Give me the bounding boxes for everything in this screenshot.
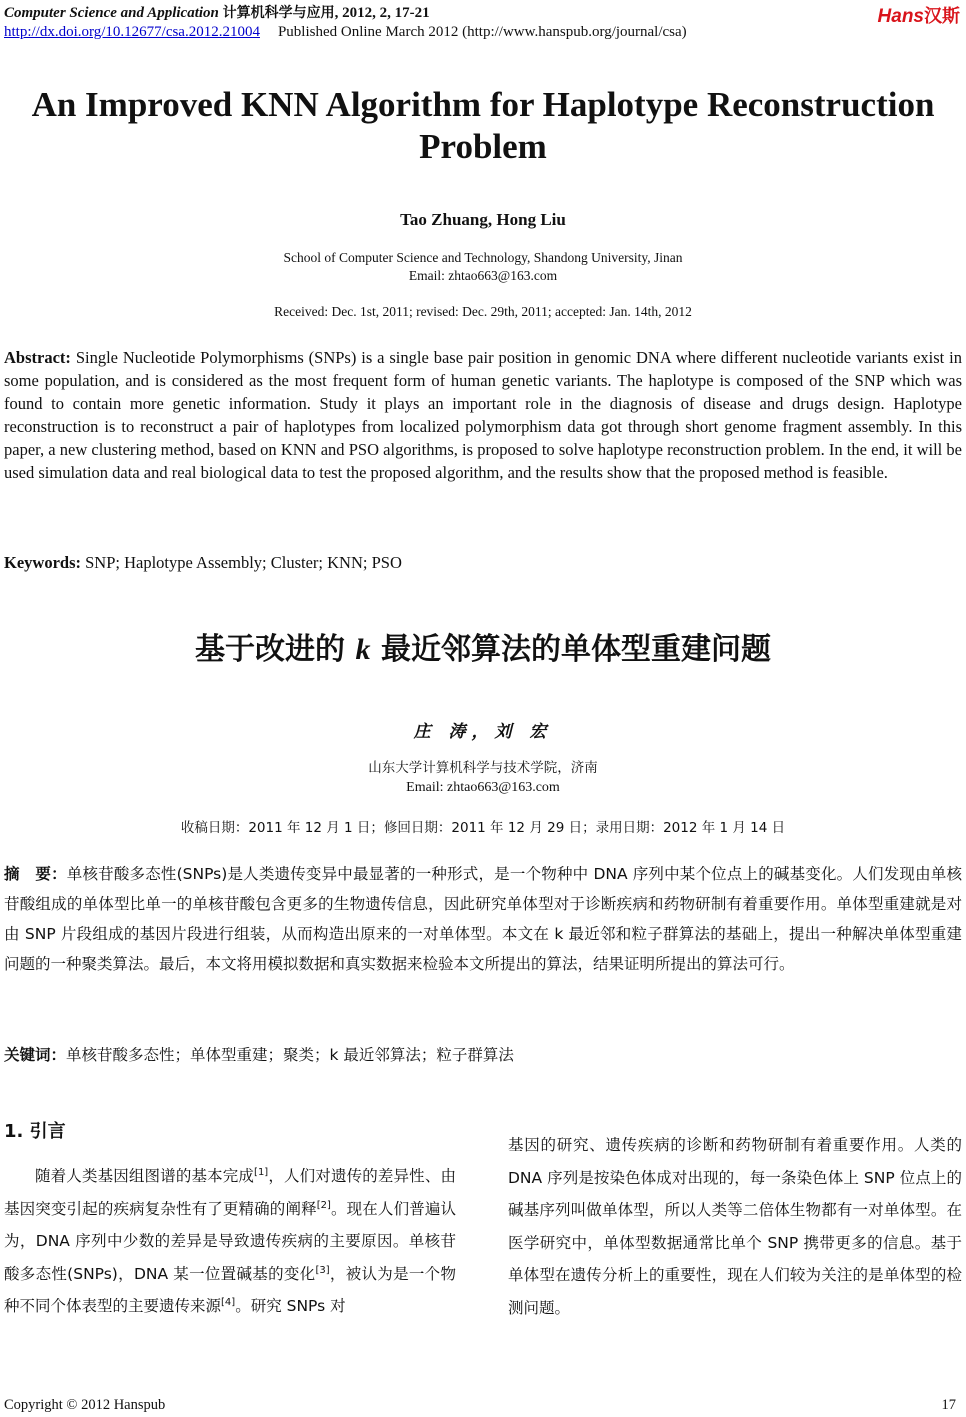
affiliation-en [0,249,966,285]
intro-text-3: 。现在人们普遍认为，DNA 序列中少数的差异是导致遗传疾病的主要原因。单核苷酸多态性(SNPs)，DNA 某一位置碱基的变化 [4,1199,456,1283]
abstract-text-en: Single Nucleotide Polymorphisms (SNPs) is a single base pair position in genomic DNA where different nucleotide variants exist in some population, and is considered as the most frequent form of human genetic variants. The haplotype is composed of the SNP which was found to contain more genetic information. Study it plays an important role in the diagnosis of disease and drugs design. Haplotype reconstruction is to reconstruct a pair of haplotypes from localized polymorphism data got through short genome fragment assembly. In this paper, a new clustering method, based on KNN and PSO algorithms, is proposed to solve haplotype reconstruction problem. In the end, it will be used simulation data and real biological data to test the proposed algorithm, and the results show that the proposed method is feasible. [4,348,962,482]
authors-cn: 庄 涛，刘 宏 [413,722,553,742]
abstract-text-cn: 单核苷酸多态性(SNPs)是人类遗传变异中最显著的一种形式，是一个物种中 DNA 序列中某个位点上的碱基变化。人们发现由单核苷酸组成的单体型比单一的单核苷酸包含更多的生物遗传信息，因此研究单体型对于诊断疾病和药物研制有着重要作用。单体型重建就是对由 SNP 片段组成的基因片段进行组装，从而构造出原来的一对单体型。本文在 k 最近邻和粒子群算法的基础上，提出一种解决单体型重建问题的一种聚类算法。最后，本文将用模拟数据和真实数据来检验本文所提出的算法，结果证明所提出的算法可行。 [4,865,962,973]
doi-line [4,24,687,41]
intro-paragraph-right: 基因的研究、遗传疾病的诊断和药物研制有着重要作用。人类的 DNA 序列是按染色体成对出现的，每一条染色体上 SNP 位点上的碱基序列叫做单体型，所以人类等二倍体生物都有一对单体型。在医学研究中，单体型数据通常比单个 SNP 携带更多的信息。基于单体型在遗传分析上的重要性，现在人们较为关注的是单体型的检测问题。 [508,1136,962,1317]
logo-cn: 汉斯 [924,6,960,27]
logo-en: Hans [877,6,924,27]
email-cn: Email: zhtao663@163.com [406,780,560,795]
journal-header [4,2,430,22]
journal-volume: , 2012, 2, 17-21 [334,5,430,21]
abstract-en [4,346,962,484]
intro-text-1: 随着人类基因组图谱的基本完成 [35,1167,255,1185]
keywords-en [4,553,402,573]
title-cn-part1: 基于改进的 [195,632,346,667]
received-dates-cn: 收稿日期：2011 年 12 月 1 日；修回日期：2011 年 12 月 29 日；录用日期：2012 年 1 月 14 日 [180,820,786,836]
keywords-label-en: Keywords: [4,553,81,572]
affiliation-en-text: School of Computer Science and Technology, Shandong University, Jinan [283,250,683,265]
citation-3[interactable]: [3] [315,1264,330,1276]
abstract-label-cn: 摘 要： [4,865,67,883]
journal-name-cn: 计算机科学与应用 [222,5,335,21]
citation-4[interactable]: [4] [221,1296,236,1308]
intro-column-right [508,1129,962,1324]
hans-logo [878,2,960,28]
keywords-text-en: SNP; Haplotype Assembly; Cluster; KNN; PSO [85,553,402,572]
intro-paragraph-left [4,1160,456,1323]
intro-text-4: ，被认为是一个物种不同个体表型的主要遗传来源 [4,1264,456,1315]
authors-en: Tao Zhuang, Hong Liu [400,210,566,229]
email-en: Email: zhtao663@163.com [408,268,558,283]
affiliation-cn-text: 山东大学计算机科学与技术学院，济南 [368,760,598,776]
footer-copyright: Copyright © 2012 Hanspub [4,1397,166,1413]
abstract-label-en: Abstract: [4,348,71,367]
paper-title-cn [0,624,966,668]
title-cn-k: k [355,633,371,666]
affiliation-cn [0,759,966,797]
page-number: 17 [941,1397,956,1413]
intro-column-left [4,1160,456,1323]
keywords-cn [4,1043,514,1065]
keywords-label-cn: 关键词： [4,1046,67,1064]
citation-2[interactable]: [2] [316,1199,331,1211]
doi-link[interactable]: http://dx.doi.org/10.12677/csa.2012.21004 [4,24,260,40]
paper-title-en: An Improved KNN Algorithm for Haplotype Reconstruction Problem [31,85,935,166]
published-online: Published Online March 2012 (http://www.hanspub.org/journal/csa) [277,24,687,40]
received-dates-en: Received: Dec. 1st, 2011; revised: Dec. 29th, 2011; accepted: Jan. 14th, 2012 [274,304,692,319]
section-heading-intro: 1. 引言 [4,1121,66,1142]
keywords-text-cn: 单核苷酸多态性；单体型重建；聚类；k 最近邻算法；粒子群算法 [66,1046,514,1064]
intro-text-5: 。研究 SNPs 对 [235,1297,346,1315]
citation-1[interactable]: [1] [254,1166,269,1178]
title-cn-part2: 最近邻算法的单体型重建问题 [380,632,771,667]
abstract-cn [4,859,962,979]
journal-name-en: Computer Science and Application [4,5,219,21]
intro-text-2: ，人们对遗传的差异性、由基因突变引起的疾病复杂性有了更精确的阐释 [4,1167,456,1218]
